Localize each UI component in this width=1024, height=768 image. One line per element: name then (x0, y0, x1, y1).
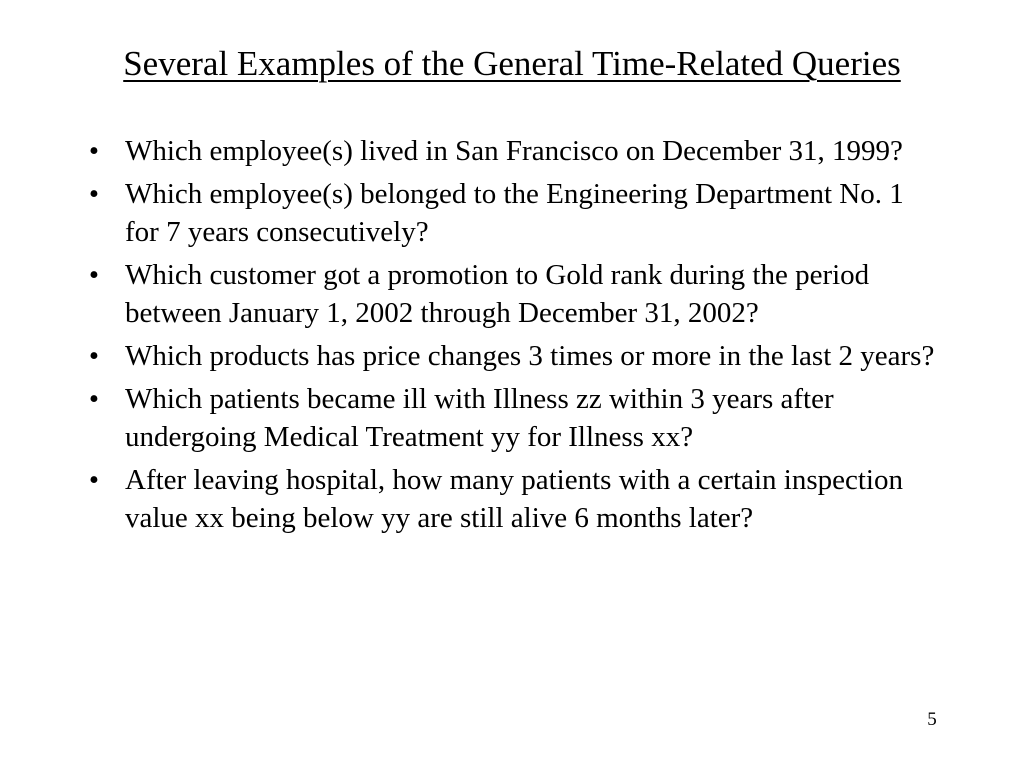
bullet-item (84, 337, 944, 375)
bullet-list (84, 132, 944, 542)
bullet-text: Which customer got a promotion to Gold rank during the period between January 1, 2002 through December 31, 2002? (125, 259, 870, 329)
bullet-text: Which employee(s) lived in San Francisco on December 31, 1999? (125, 135, 903, 167)
bullet-text: After leaving hospital, how many patients with a certain inspection value xx being below yy are still alive 6 months later? (125, 464, 903, 534)
bullet-text: Which patients became ill with Illness zz within 3 years after undergoing Medical Treatment yy for Illness xx? (125, 383, 834, 453)
bullet-item (84, 132, 944, 170)
bullet-dot: • (88, 340, 100, 372)
bullet-dot: • (88, 383, 100, 415)
bullet-text: Which employee(s) belonged to the Engineering Department No. 1 for 7 years consecutively? (125, 178, 904, 248)
bullet-item (84, 461, 944, 537)
bullet-dot: • (88, 135, 100, 167)
bullet-dot: • (88, 178, 100, 210)
bullet-dot: • (88, 464, 100, 496)
page-number: 5 (927, 709, 937, 730)
bullet-item (84, 380, 944, 456)
bullet-item (84, 256, 944, 332)
bullet-text: Which products has price changes 3 times or more in the last 2 years? (125, 340, 935, 372)
bullet-dot: • (88, 259, 100, 291)
bullet-item (84, 175, 944, 251)
slide-title: Several Examples of the General Time-Related Queries (123, 44, 901, 83)
